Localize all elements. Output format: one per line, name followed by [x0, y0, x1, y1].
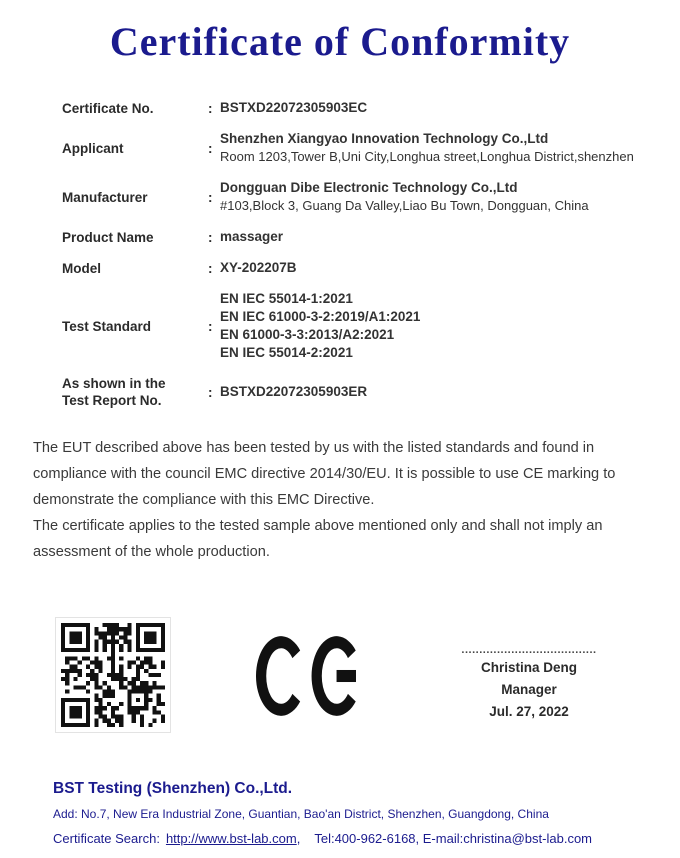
- field-row: [62, 228, 645, 246]
- field-label: As shown in the Test Report No.: [62, 376, 166, 408]
- field-row: [62, 179, 645, 215]
- field-value-line: EN IEC 55014-1:2021: [220, 291, 353, 306]
- field-row: [62, 259, 645, 277]
- qr-pattern: [61, 623, 165, 727]
- field-value-line: Shenzhen Xiangyao Innovation Technology Co.,Ltd: [220, 131, 549, 146]
- lab-company-name: BST Testing (Shenzhen) Co.,Ltd.: [53, 780, 293, 797]
- url-separator: ,: [296, 831, 301, 846]
- field-colon: :: [208, 229, 213, 245]
- field-label: Certificate No.: [62, 100, 154, 116]
- field-value-line: massager: [220, 229, 284, 244]
- issue-date: Jul. 27, 2022: [489, 704, 569, 719]
- field-value: [220, 228, 283, 246]
- field-label: Product Name: [62, 229, 154, 245]
- field-value-line: #103,Block 3, Guang Da Valley,Liao Bu Town, Dongguan, China: [220, 198, 589, 213]
- field-value-line: BSTXD22072305903EC: [220, 100, 368, 115]
- field-colon: :: [208, 100, 213, 116]
- signature-line: ......................................: [461, 644, 597, 656]
- footer: [53, 779, 650, 847]
- certificate-fields: [62, 99, 645, 409]
- statement-paragraph-2: The certificate applies to the tested sample above mentioned only and shall not imply an assessment of the whole production.: [33, 518, 603, 560]
- field-row: [62, 99, 645, 117]
- field-value-line: EN IEC 61000-3-2:2019/A1:2021: [220, 309, 421, 324]
- field-value: [220, 290, 420, 362]
- field-row: [62, 290, 645, 362]
- field-colon: :: [208, 189, 213, 205]
- field-colon: :: [208, 140, 213, 156]
- field-label: Applicant: [62, 140, 124, 156]
- lab-address: Add: No.7, New Era Industrial Zone, Guantian, Bao'an District, Shenzhen, Guangdong, China: [53, 807, 549, 821]
- field-value-line: BSTXD22072305903ER: [220, 384, 368, 399]
- field-colon: :: [208, 384, 213, 400]
- field-value: [220, 383, 367, 401]
- ce-mark-icon: [256, 633, 356, 724]
- lab-contact: Tel:400-962-6168, E-mail:christina@bst-lab.com: [314, 831, 592, 846]
- field-label: Model: [62, 260, 101, 276]
- field-colon: :: [208, 318, 213, 334]
- field-value: [220, 130, 634, 166]
- certificate-search-line: [53, 830, 650, 847]
- field-row: [62, 130, 645, 166]
- field-label: Test Standard: [62, 318, 152, 334]
- field-row: [62, 375, 645, 409]
- signer-name: Christina Deng: [480, 660, 577, 675]
- statement-paragraph-1: The EUT described above has been tested by us with the listed standards and found in compliance with the council EMC directive 2014/30/EU. It is possible to use CE marking to demonstrate the compliance with this EMC Directive.: [33, 440, 616, 508]
- conformity-statement: [33, 435, 652, 565]
- signature-block: [440, 643, 618, 723]
- field-value: [220, 179, 589, 215]
- certificate-title: Certificate of Conformity: [109, 19, 571, 64]
- qr-code: [55, 617, 171, 733]
- certificate-search-label: Certificate Search:: [53, 831, 160, 846]
- lab-website-link[interactable]: http://www.bst-lab.com: [165, 831, 297, 846]
- field-value-line: EN IEC 55014-2:2021: [220, 345, 353, 360]
- field-value-line: EN 61000-3-3:2013/A2:2021: [220, 327, 395, 342]
- signer-role: Manager: [501, 682, 557, 697]
- marks-row: [55, 617, 618, 733]
- field-value-line: Room 1203,Tower B,Uni City,Longhua street,Longhua District,shenzhen: [220, 149, 634, 164]
- field-label: Manufacturer: [62, 189, 148, 205]
- field-value: [220, 259, 297, 277]
- field-colon: :: [208, 260, 213, 276]
- field-value-line: XY-202207B: [220, 260, 297, 275]
- field-value-line: Dongguan Dibe Electronic Technology Co.,Ltd: [220, 180, 518, 195]
- field-value: [220, 99, 367, 117]
